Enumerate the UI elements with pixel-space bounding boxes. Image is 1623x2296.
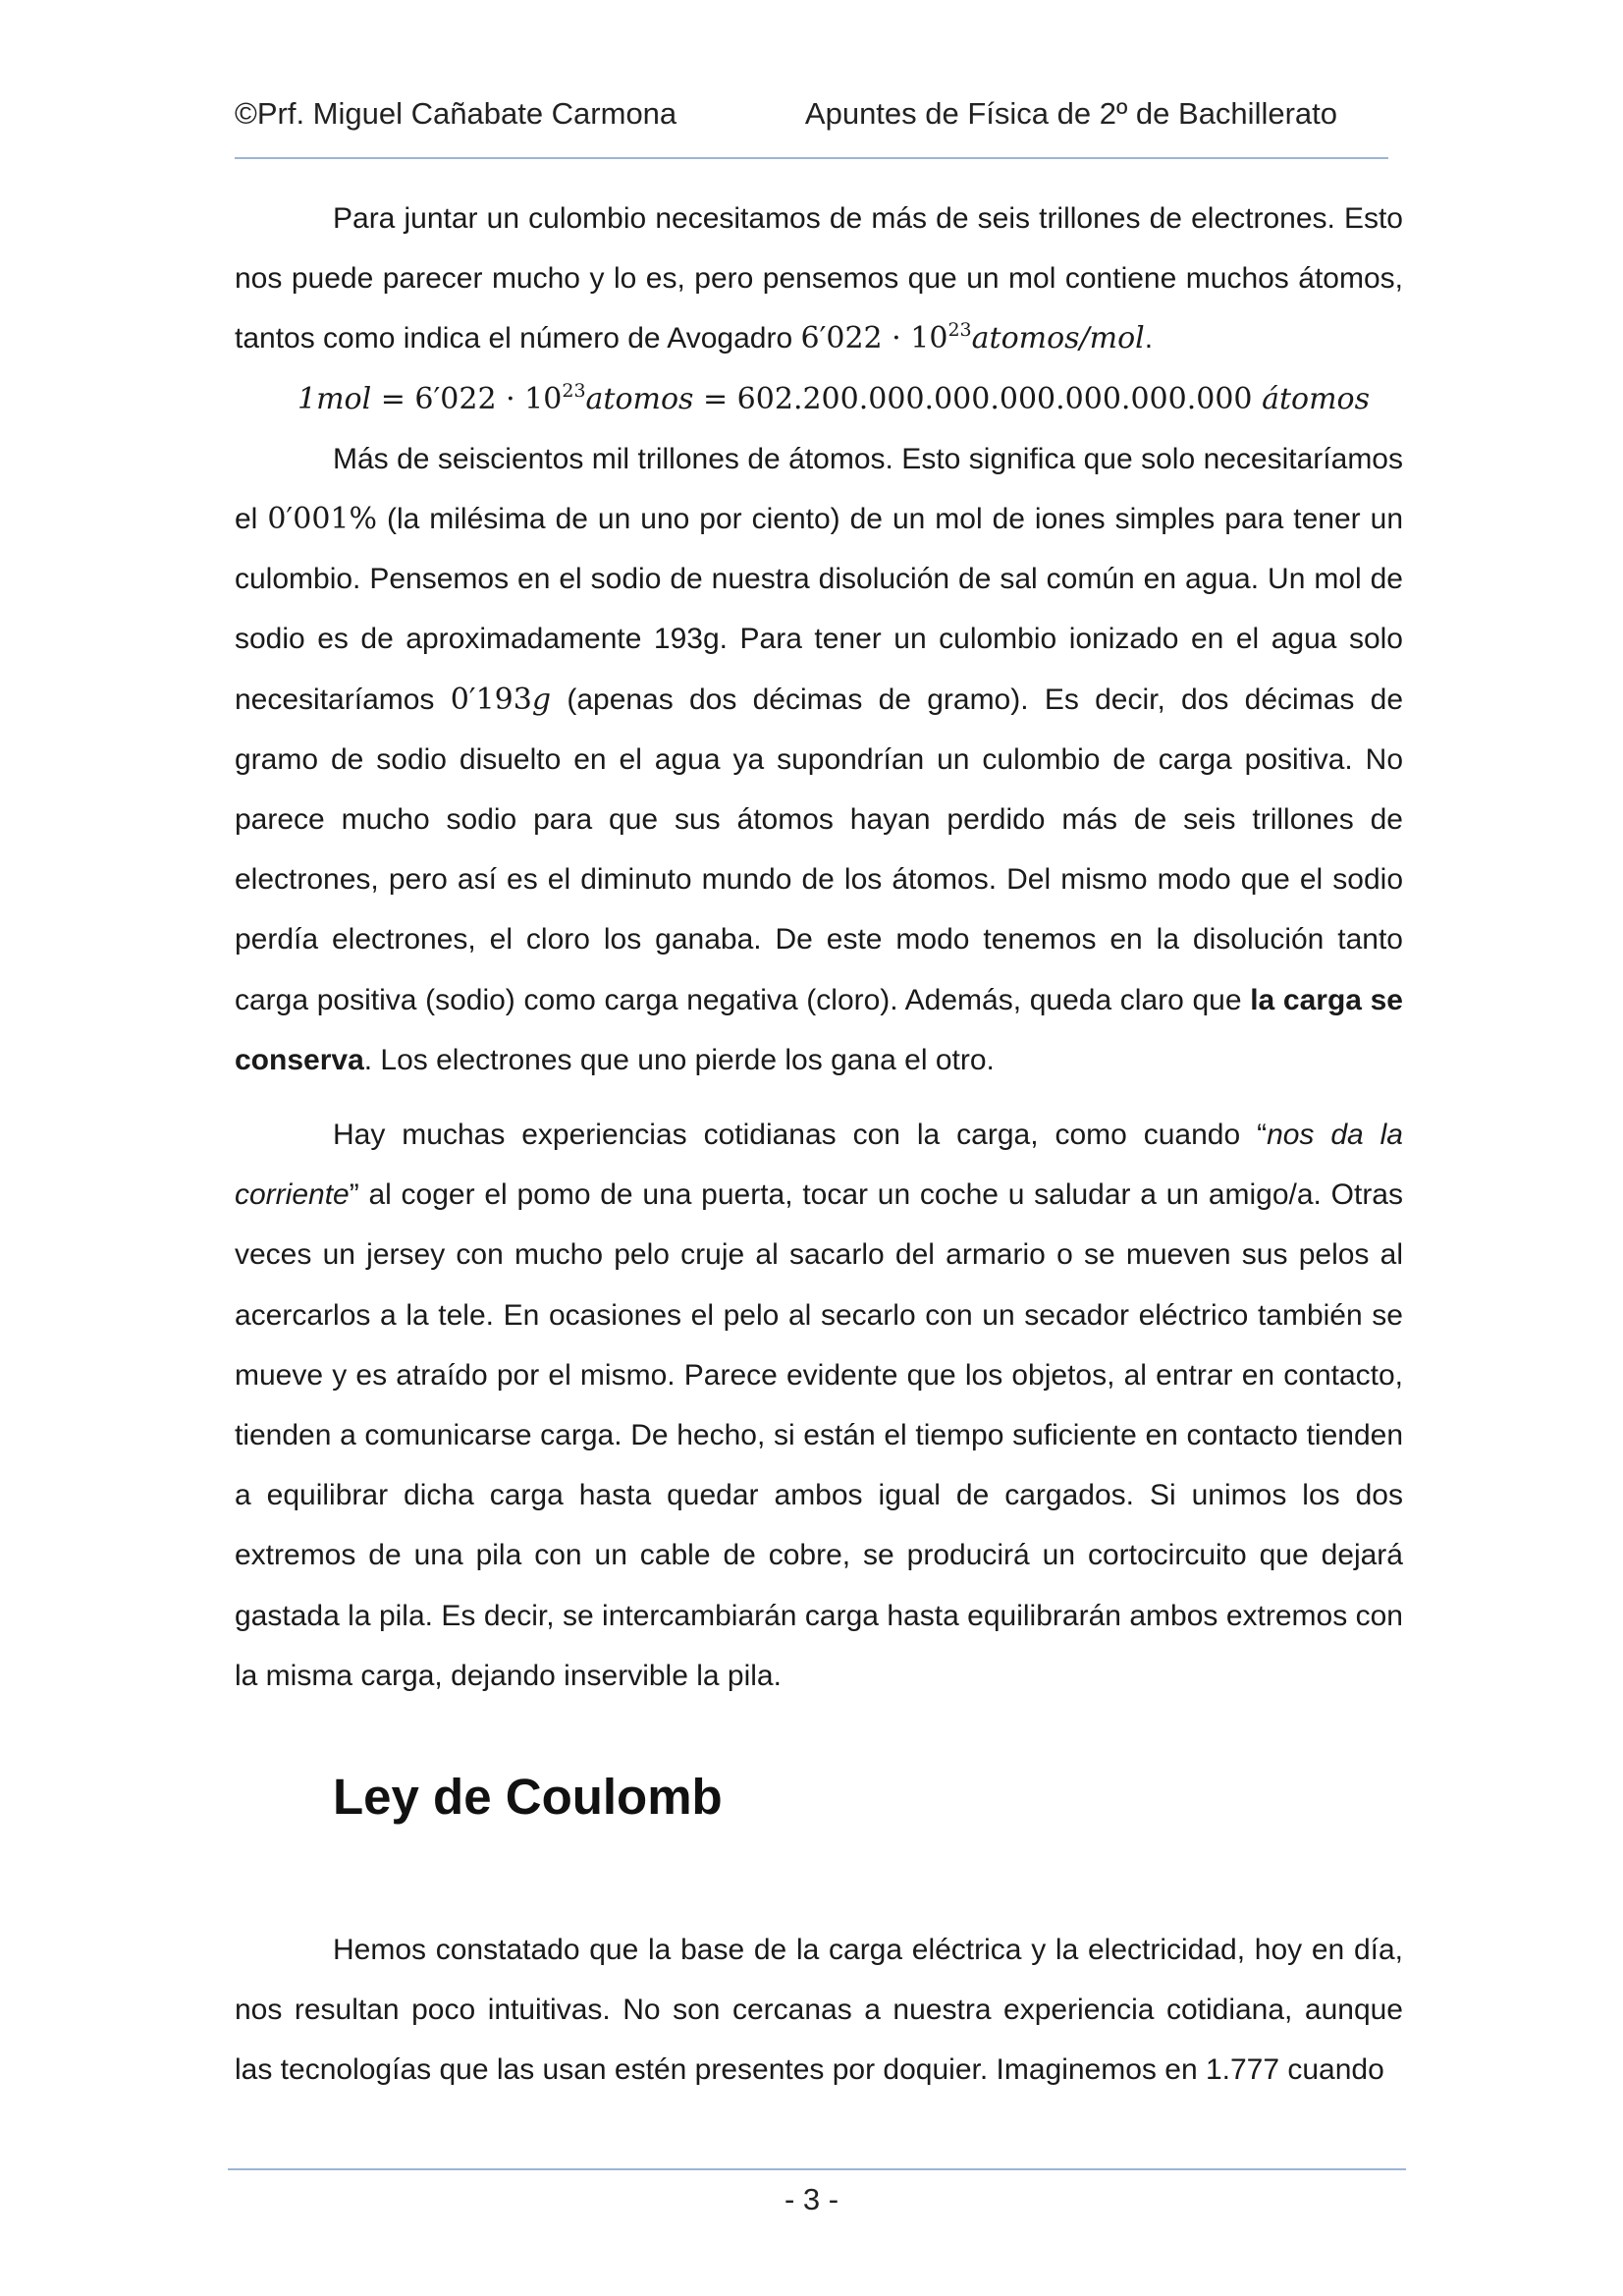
italic-emphasis: nos da la corriente xyxy=(235,1119,1403,1212)
percentage-value: 0′001% xyxy=(267,502,377,537)
body-text xyxy=(235,189,1403,1706)
paragraph-text: Hay muchas experiencias cotidianas con la carga, como cuando “ xyxy=(333,1119,1268,1152)
formula-exponent: 23 xyxy=(562,379,586,402)
page-number: - 3 - xyxy=(784,2182,839,2216)
mass-unit: g xyxy=(531,682,552,717)
formula-lhs: 1mol xyxy=(298,381,372,416)
avogadro-exponent: 23 xyxy=(947,319,972,342)
avogadro-base: 6′022 · 10 xyxy=(800,321,948,356)
section-body xyxy=(235,1920,1403,2101)
paragraph-everyday-charge xyxy=(235,1105,1403,1706)
formula-eq2: = 602.200.000.000.000.000.000.000 xyxy=(693,381,1263,416)
section-heading: Ley de Coulomb xyxy=(333,1769,723,1825)
formula-rhs: átomos xyxy=(1262,381,1370,416)
header-course-title: Apuntes de Física de 2º de Bachillerato xyxy=(804,96,1337,131)
mass-value: 0′193 xyxy=(450,682,532,717)
header-author: ©Prf. Miguel Cañabate Carmona xyxy=(235,96,677,131)
avogadro-unit: atomos/mol xyxy=(971,321,1145,356)
avogadro-number xyxy=(800,321,1144,355)
paragraph-text: (apenas dos décimas de gramo). Es decir, dos décimas de gramo de sodio disuelto en el agua ya supondrían un culombio de carga positiva. No parece mucho sodio para que sus átomos hayan perdido más de seis trillones de electrones, pero así es el diminuto mundo de los átomos. Del mismo modo que el sodio perdía electrones, el cloro los ganaba. De este modo tenemos en la disolución tanto carga positiva (sodio) como carga negativa (cloro). Además, queda claro que xyxy=(235,683,1403,1016)
paragraph-text: ” al coger el pomo de una puerta, tocar un coche u saludar a un amigo/a. Otras veces un jersey con mucho pelo cruje al sacarlo del armario o se mueven sus pelos al acercarlos a la tele. En ocasiones el pelo al secarlo con un secador eléctrico también se mueve y es atraído por el mismo. Parece evidente que los objetos, al entrar en contacto, tienden a comunicarse carga. De hecho, si están el tiempo suficiente en contacto tienden a equilibrar dicha carga hasta quedar ambos igual de cargados. Si unimos los dos extremos de una pila con un cable de cobre, se producirá un cortocircuito que dejará gastada la pila. Es decir, se intercambiarán carga hasta equilibrarán ambos extremos con la misma carga, dejando inservible la pila. xyxy=(235,1178,1403,1692)
paragraph-sodium xyxy=(235,429,1403,1090)
header-divider xyxy=(235,157,1388,159)
paragraph-text: . Los electrones que uno pierde los gana el otro. xyxy=(363,1043,995,1076)
paragraph-coulomb-intro: Hemos constatado que la base de la carga eléctrica y la electricidad, hoy en día, nos resultan poco intuitivas. No son cercanas a nuestra experiencia cotidiana, aunque las tecnologías que las usan estén presentes por doquier. Imaginemos en 1.777 cuando xyxy=(235,1934,1403,2087)
bold-emphasis: la carga se conserva xyxy=(235,983,1403,1076)
paragraph-text: (la milésima de un uno por ciento) de un mol de iones simples para tener un culombio. Pensemos en el sodio de nuestra disolución de sal común en agua. Un mol de sodio es de aproximadamente 193g. Para tener un culombio ionizado en el agua solo necesitaríamos xyxy=(235,503,1404,716)
formula-eq1: = 6′022 · 10 xyxy=(371,381,563,416)
paragraph-text: Más de seiscientos mil trillones de átomos. Esto significa que solo necesitaríamos el xyxy=(235,442,1403,536)
paragraph-avogadro xyxy=(235,189,1403,369)
formula-mol xyxy=(235,369,1403,429)
page-header xyxy=(235,96,1388,143)
formula-mid-unit: atomos xyxy=(585,381,694,416)
paragraph-text: Para juntar un culombio necesitamos de más de seis trillones de electrones. Esto nos puede parecer mucho y lo es, pero pensemos que un mol contiene muchos átomos, tantos como indica el número de Avogadro xyxy=(235,202,1403,355)
footer-divider xyxy=(228,2168,1406,2170)
paragraph-end: . xyxy=(1144,322,1154,355)
